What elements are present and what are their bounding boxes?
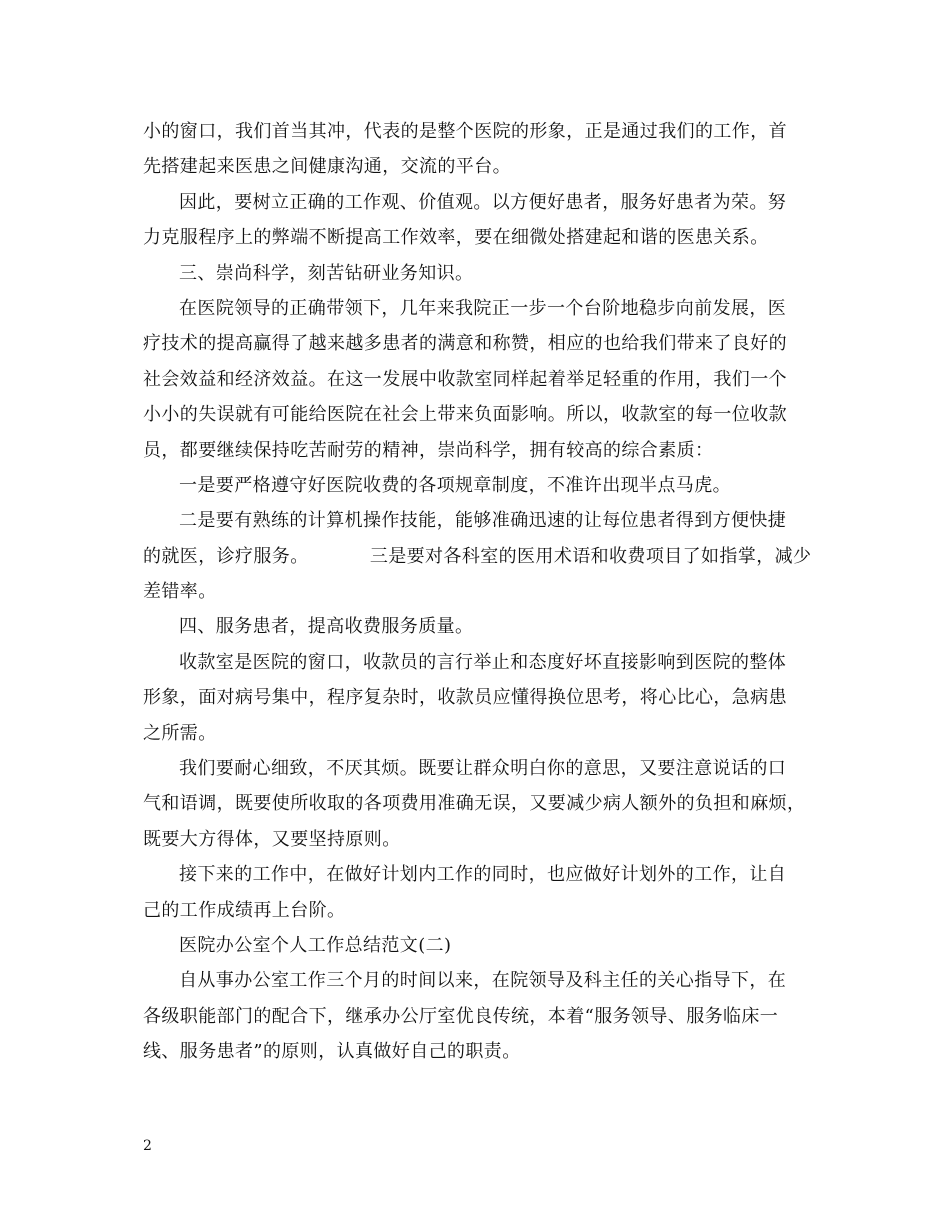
text-line: 医院办公室个人工作总结范文(二) <box>179 934 452 956</box>
text-line: 己的工作成绩再上台阶。 <box>143 899 346 921</box>
text-line: 差错率。 <box>143 581 217 603</box>
text-line: 既要大方得体，又要坚持原则。 <box>143 828 401 850</box>
text-line: 自从事办公室工作三个月的时间以来，在院领导及科主任的关心指导下，在 <box>179 970 787 992</box>
text-line: 三、崇尚科学，刻苦钻研业务知识。 <box>179 262 474 284</box>
text-line: 线、服务患者”的原则，认真做好自己的职责。 <box>143 1041 521 1063</box>
body-text <box>143 114 823 1070</box>
text-line: 收款室是医院的窗口，收款员的言行举止和态度好坏直接影响到医院的整体 <box>179 651 787 673</box>
text-line: 我们要耐心细致，不厌其烦。既要让群众明白你的意思，又要注意说话的口 <box>179 758 787 780</box>
text-line: 社会效益和经济效益。在这一发展中收款室同样起着举足轻重的作用，我们一个 <box>143 368 787 390</box>
page-number: 2 <box>143 1138 152 1154</box>
text-line: 疗技术的提高赢得了越来越多患者的满意和称赞，相应的也给我们带来了良好的 <box>143 333 787 355</box>
text-line: 气和语调，既要使所收取的各项费用准确无误，又要减少病人额外的负担和麻烦， <box>143 793 806 815</box>
text-line: 小小的失误就有可能给医院在社会上带来负面影响。所以，收款室的每一位收款 <box>143 404 787 426</box>
text-line: 各级职能部门的配合下，继承办公厅室优良传统，本着“服务领导、服务临床一 <box>143 1005 779 1027</box>
text-line: 二是要有熟练的计算机操作技能，能够准确迅速的让每位患者得到方便快捷 <box>179 510 787 532</box>
text-line: 一是要严格遵守好医院收费的各项规章制度，不准许出现半点马虎。 <box>179 474 731 496</box>
text-line: 的就医，诊疗服务。 三是要对各科室的医用术语和收费项目了如指掌，减少 <box>143 545 812 567</box>
text-line: 小的窗口，我们首当其冲，代表的是整个医院的形象，正是通过我们的工作，首 <box>143 121 787 142</box>
text-line: 先搭建起来医患之间健康沟通，交流的平台。 <box>143 156 511 178</box>
text-line: 在医院领导的正确带领下，几年来我院正一步一个台阶地稳步向前发展，医 <box>179 297 787 319</box>
text-line: 员，都要继续保持吃苦耐劳的精神，崇尚科学，拥有较高的综合素质： <box>143 439 714 461</box>
text-line: 之所需。 <box>143 722 217 744</box>
text-line: 四、服务患者，提高收费服务质量。 <box>179 616 474 638</box>
text-line: 因此，要树立正确的工作观、价值观。以方便好患者，服务好患者为荣。努 <box>179 191 787 213</box>
text-line: 力克服程序上的弊端不断提高工作效率，要在细微处搭建起和谐的医患关系。 <box>143 227 769 249</box>
text-line: 形象，面对病号集中，程序复杂时，收款员应懂得换位思考，将心比心，急病患 <box>143 687 787 709</box>
text-line: 接下来的工作中，在做好计划内工作的同时，也应做好计划外的工作，让自 <box>179 864 787 886</box>
